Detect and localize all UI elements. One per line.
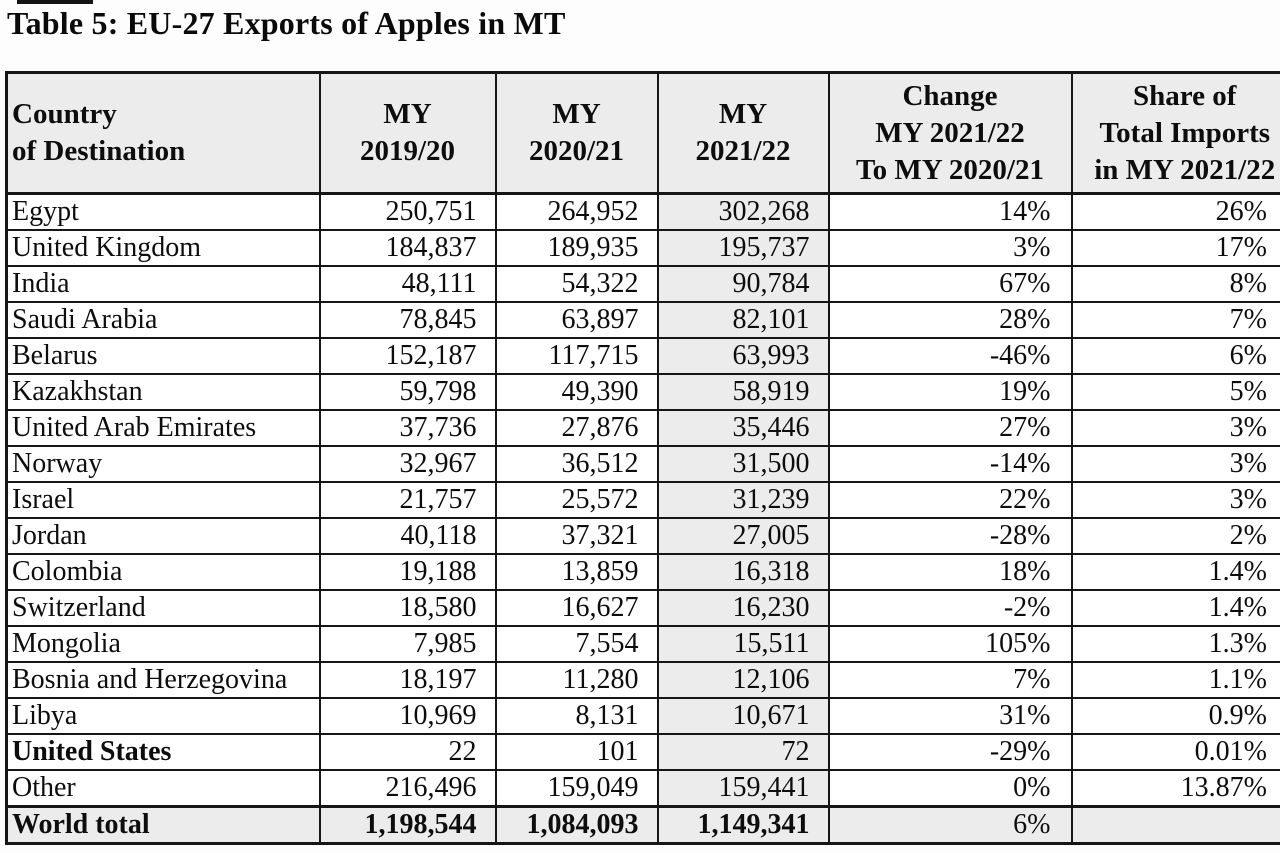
my2122-cell: 12,106 xyxy=(658,662,829,698)
my1920-cell: 184,837 xyxy=(320,230,496,266)
my2021-cell: 49,390 xyxy=(496,374,658,410)
table-row xyxy=(7,662,1280,698)
country-cell: United Kingdom xyxy=(7,230,320,266)
country-cell: Belarus xyxy=(7,338,320,374)
table-header xyxy=(7,73,1280,194)
my2122-cell: 35,446 xyxy=(658,410,829,446)
my1920-cell: 1,198,544 xyxy=(320,807,496,844)
page-title: Table 5: EU-27 Exports of Apples in MT xyxy=(7,5,566,41)
my2021-cell: 13,859 xyxy=(496,554,658,590)
country-cell: India xyxy=(7,266,320,302)
table-row xyxy=(7,554,1280,590)
my2021-cell: 189,935 xyxy=(496,230,658,266)
share-cell: 7% xyxy=(1072,302,1280,338)
change-cell: 3% xyxy=(829,230,1072,266)
my2021-cell: 27,876 xyxy=(496,410,658,446)
country-cell: Israel xyxy=(7,482,320,518)
change-cell: 18% xyxy=(829,554,1072,590)
header-line: 2021/22 xyxy=(695,135,791,167)
my1920-cell: 32,967 xyxy=(320,446,496,482)
header-line: MY xyxy=(552,98,601,130)
share-cell: 17% xyxy=(1072,230,1280,266)
my2122-cell: 72 xyxy=(658,734,829,770)
my2021-cell: 11,280 xyxy=(496,662,658,698)
share-cell: 5% xyxy=(1072,374,1280,410)
change-cell: 31% xyxy=(829,698,1072,734)
my1920-cell: 37,736 xyxy=(320,410,496,446)
my2122-cell: 1,149,341 xyxy=(658,807,829,844)
header-line: Country xyxy=(12,98,117,130)
table-row xyxy=(7,410,1280,446)
share-cell: 1.3% xyxy=(1072,626,1280,662)
country-cell: Libya xyxy=(7,698,320,734)
exports-table xyxy=(5,71,1280,845)
my2021-cell: 159,049 xyxy=(496,770,658,807)
change-cell: 7% xyxy=(829,662,1072,698)
header-my-2020-21 xyxy=(496,73,658,194)
share-cell: 26% xyxy=(1072,194,1280,231)
my2021-cell: 16,627 xyxy=(496,590,658,626)
share-cell xyxy=(1072,807,1280,844)
my1920-cell: 40,118 xyxy=(320,518,496,554)
my2122-cell: 10,671 xyxy=(658,698,829,734)
country-cell: Kazakhstan xyxy=(7,374,320,410)
my1920-cell: 19,188 xyxy=(320,554,496,590)
country-cell: Jordan xyxy=(7,518,320,554)
change-cell: 0% xyxy=(829,770,1072,807)
change-cell: 6% xyxy=(829,807,1072,844)
my2021-cell: 1,084,093 xyxy=(496,807,658,844)
country-cell: Egypt xyxy=(7,194,320,231)
share-cell: 0.9% xyxy=(1072,698,1280,734)
table-row xyxy=(7,518,1280,554)
country-cell: Mongolia xyxy=(7,626,320,662)
my1920-cell: 250,751 xyxy=(320,194,496,231)
table-row xyxy=(7,626,1280,662)
my2122-cell: 195,737 xyxy=(658,230,829,266)
country-cell: Switzerland xyxy=(7,590,320,626)
share-cell: 1.4% xyxy=(1072,554,1280,590)
my1920-cell: 152,187 xyxy=(320,338,496,374)
share-cell: 1.1% xyxy=(1072,662,1280,698)
my1920-cell: 59,798 xyxy=(320,374,496,410)
my2122-cell: 302,268 xyxy=(658,194,829,231)
table-row xyxy=(7,374,1280,410)
header-line: MY xyxy=(383,98,432,130)
my2021-cell: 54,322 xyxy=(496,266,658,302)
header-line: in MY 2021/22 xyxy=(1094,153,1276,186)
my1920-cell: 216,496 xyxy=(320,770,496,807)
table-row xyxy=(7,266,1280,302)
my1920-cell: 7,985 xyxy=(320,626,496,662)
my1920-cell: 78,845 xyxy=(320,302,496,338)
my1920-cell: 18,197 xyxy=(320,662,496,698)
table-row xyxy=(7,230,1280,266)
header-line: Change xyxy=(902,79,998,112)
table-row xyxy=(7,302,1280,338)
my1920-cell: 48,111 xyxy=(320,266,496,302)
country-cell: Bosnia and Herzegovina xyxy=(7,662,320,698)
change-cell: -14% xyxy=(829,446,1072,482)
country-cell: United States xyxy=(7,734,320,770)
share-cell: 2% xyxy=(1072,518,1280,554)
header-line: MY xyxy=(718,98,768,130)
header-line: MY 2021/22 xyxy=(875,116,1025,149)
change-cell: 105% xyxy=(829,626,1072,662)
country-cell: Saudi Arabia xyxy=(7,302,320,338)
share-cell: 13.87% xyxy=(1072,770,1280,807)
table-row xyxy=(7,698,1280,734)
my2122-cell: 159,441 xyxy=(658,770,829,807)
header-line: Share of xyxy=(1133,79,1237,112)
my2021-cell: 8,131 xyxy=(496,698,658,734)
header-line: 2019/20 xyxy=(359,135,456,167)
my2122-cell: 15,511 xyxy=(658,626,829,662)
my2122-cell: 27,005 xyxy=(658,518,829,554)
my1920-cell: 18,580 xyxy=(320,590,496,626)
share-cell: 1.4% xyxy=(1072,590,1280,626)
header-my-2019-20 xyxy=(320,73,496,194)
share-cell: 3% xyxy=(1072,446,1280,482)
country-cell: World total xyxy=(7,807,320,844)
share-cell: 6% xyxy=(1072,338,1280,374)
my2122-cell: 31,500 xyxy=(658,446,829,482)
my2122-cell: 16,318 xyxy=(658,554,829,590)
change-cell: 19% xyxy=(829,374,1072,410)
my2021-cell: 63,897 xyxy=(496,302,658,338)
change-cell: -29% xyxy=(829,734,1072,770)
header-line: 2020/21 xyxy=(528,135,625,167)
table-row xyxy=(7,770,1280,807)
my2021-cell: 25,572 xyxy=(496,482,658,518)
header-line: Total Imports xyxy=(1099,116,1271,149)
table-row xyxy=(7,590,1280,626)
change-cell: 27% xyxy=(829,410,1072,446)
share-cell: 3% xyxy=(1072,410,1280,446)
header-line: of Destination xyxy=(12,135,186,167)
table-row xyxy=(7,446,1280,482)
share-cell: 3% xyxy=(1072,482,1280,518)
my2021-cell: 36,512 xyxy=(496,446,658,482)
country-cell: Other xyxy=(7,770,320,807)
change-cell: 14% xyxy=(829,194,1072,231)
my2122-cell: 31,239 xyxy=(658,482,829,518)
my2122-cell: 58,919 xyxy=(658,374,829,410)
table-row-world-total xyxy=(7,807,1280,844)
my1920-cell: 10,969 xyxy=(320,698,496,734)
country-cell: Colombia xyxy=(7,554,320,590)
header-row xyxy=(7,73,1280,194)
change-cell: 67% xyxy=(829,266,1072,302)
my2021-cell: 117,715 xyxy=(496,338,658,374)
table-row xyxy=(7,338,1280,374)
scan-artifact-strip xyxy=(17,0,93,4)
table-row xyxy=(7,194,1280,231)
my2122-cell: 82,101 xyxy=(658,302,829,338)
country-cell: United Arab Emirates xyxy=(7,410,320,446)
my1920-cell: 21,757 xyxy=(320,482,496,518)
header-my-2021-22 xyxy=(658,73,829,194)
table-body xyxy=(7,194,1280,844)
my2021-cell: 37,321 xyxy=(496,518,658,554)
my2122-cell: 90,784 xyxy=(658,266,829,302)
my2021-cell: 264,952 xyxy=(496,194,658,231)
my2021-cell: 101 xyxy=(496,734,658,770)
change-cell: 28% xyxy=(829,302,1072,338)
change-cell: 22% xyxy=(829,482,1072,518)
share-cell: 0.01% xyxy=(1072,734,1280,770)
header-share xyxy=(1072,73,1280,194)
my2021-cell: 7,554 xyxy=(496,626,658,662)
change-cell: -46% xyxy=(829,338,1072,374)
header-country xyxy=(7,73,320,194)
header-change xyxy=(829,73,1072,194)
country-cell: Norway xyxy=(7,446,320,482)
my2122-cell: 63,993 xyxy=(658,338,829,374)
table-row-united-states xyxy=(7,734,1280,770)
table-row xyxy=(7,482,1280,518)
share-cell: 8% xyxy=(1072,266,1280,302)
change-cell: -28% xyxy=(829,518,1072,554)
header-line: To MY 2020/21 xyxy=(856,153,1044,186)
change-cell: -2% xyxy=(829,590,1072,626)
my1920-cell: 22 xyxy=(320,734,496,770)
my2122-cell: 16,230 xyxy=(658,590,829,626)
